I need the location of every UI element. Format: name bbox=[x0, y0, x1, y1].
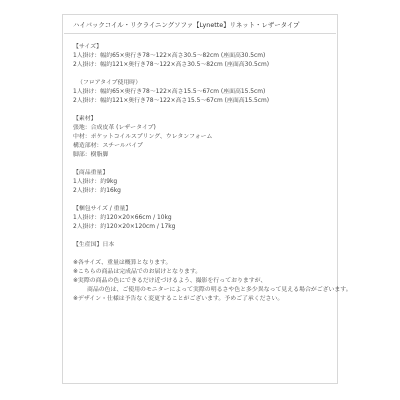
origin-line: 【生産国】日本 bbox=[73, 242, 115, 248]
note-color-2: 商品の色は、ご使用のモニターによって実際の明るさや色と多少異なって見える場合がございます。 bbox=[87, 287, 352, 293]
product-spec-sheet bbox=[62, 14, 352, 384]
material-frame: 構造部材：スチールパイプ bbox=[73, 143, 143, 149]
weight-one-seat: 1人掛け：約9kg bbox=[73, 179, 118, 185]
size-heading: 【サイズ】 bbox=[73, 44, 102, 50]
spec-body bbox=[73, 43, 352, 304]
size-two-seat: 2人掛け：幅約121×奥行き78～122×高さ30.5～82cm (座面高30.5cm) bbox=[73, 62, 270, 68]
page-title: ハイバックコイル・リクライニングソファ【Lynette】リネット・レザータイプ bbox=[73, 21, 300, 29]
spacer bbox=[73, 70, 335, 79]
material-upholstery: 張地：合成皮革 (レザータイプ) bbox=[73, 125, 156, 131]
material-heading: 【素材】 bbox=[73, 116, 97, 122]
package-heading: 【梱包サイズ / 重量】 bbox=[73, 206, 132, 212]
spacer bbox=[73, 160, 335, 169]
title-divider bbox=[64, 33, 336, 34]
weight-two-seat: 2人掛け：約16kg bbox=[73, 188, 121, 194]
size-one-seat: 1人掛け：幅約65×奥行き78～122×高さ30.5～82cm (座面高30.5cm) bbox=[73, 53, 266, 59]
spacer bbox=[73, 106, 335, 115]
material-legs: 脚部：樹脂脚 bbox=[73, 152, 109, 158]
floor-type-heading: （フロアタイプ使用時） bbox=[77, 80, 142, 86]
floor-type-one-seat: 1人掛け：幅約65×奥行き78～122×高さ15.5～67cm (座面高15.5cm) bbox=[73, 89, 266, 95]
weight-heading: 【商品重量】 bbox=[73, 170, 109, 176]
spacer bbox=[73, 196, 335, 205]
package-two-seat: 2人掛け：約120×20×120cm / 17kg bbox=[73, 224, 176, 230]
spacer bbox=[73, 250, 335, 259]
material-filling: 中材：ポケットコイルスプリング、ウレタンフォーム bbox=[73, 134, 213, 140]
spacer bbox=[73, 232, 335, 241]
note-color-1: ※実際の商品の色にできるだけ近づけるよう、撮影を行っておりますが、 bbox=[73, 278, 267, 284]
note-assembled: ※こちらの商品は完成品でのお届けとなります。 bbox=[73, 269, 202, 275]
note-size-weight: ※各サイズ、重量は概算となります。 bbox=[73, 260, 172, 266]
floor-type-two-seat: 2人掛け：幅約121×奥行き78～122×高さ15.5～67cm (座面高15.5cm) bbox=[73, 98, 270, 104]
note-design-change: ※デザイン・仕様は予告なく変更することがございます。予めご了承ください。 bbox=[73, 296, 284, 302]
package-one-seat: 1人掛け：約120×20×66cm / 10kg bbox=[73, 215, 172, 221]
